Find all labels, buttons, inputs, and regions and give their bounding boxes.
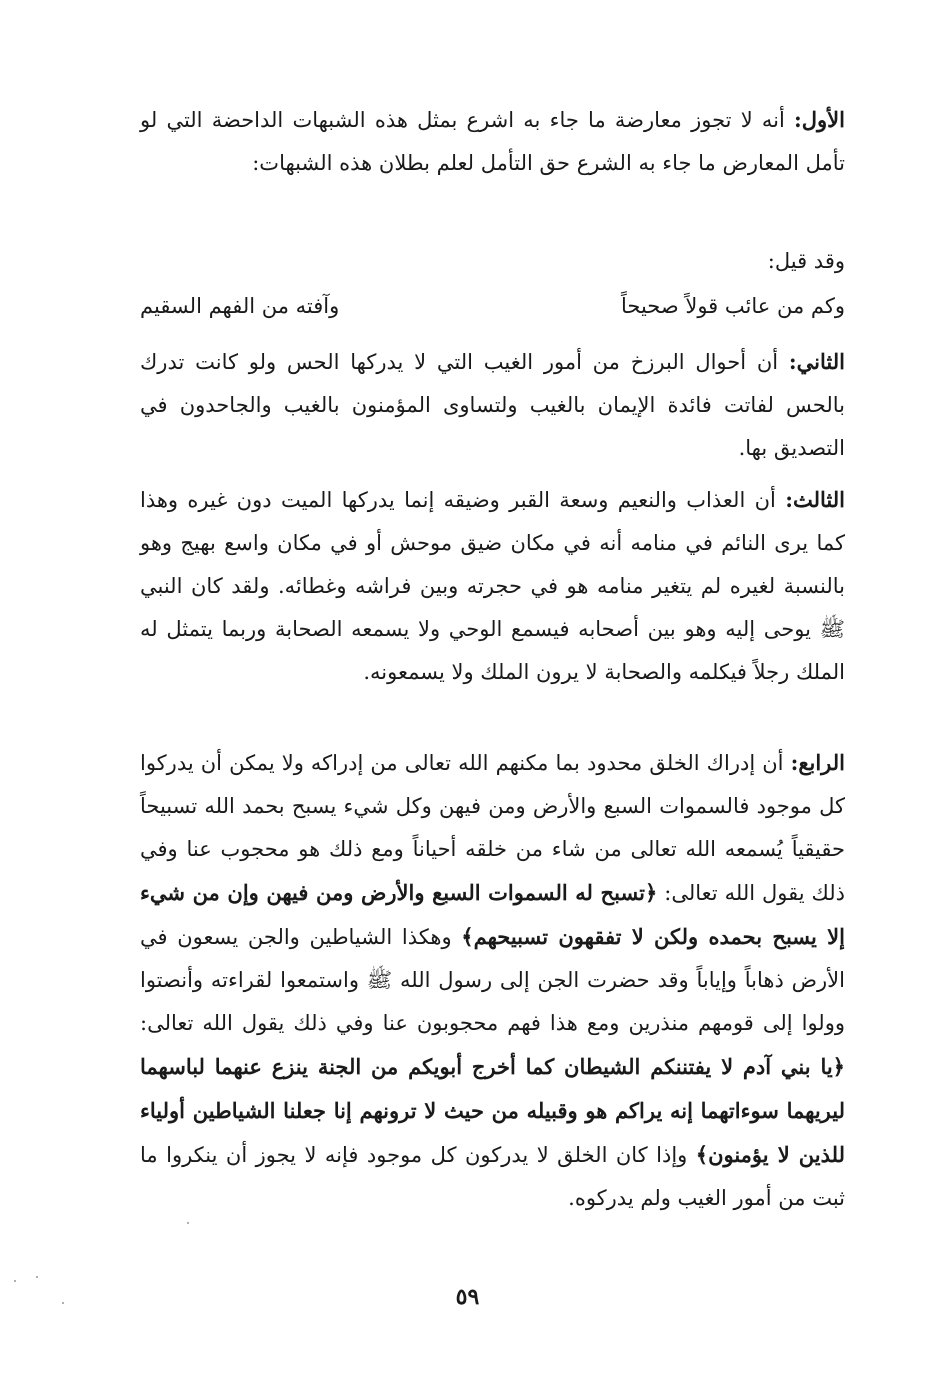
paragraph-lead: الرابع: (790, 750, 845, 775)
verse-intro: وقد قيل: (767, 249, 845, 273)
paragraph-lead: الأول: (794, 107, 845, 132)
paragraph-lead: الثالث: (785, 487, 845, 512)
poetry-verse (140, 285, 845, 328)
scan-speck (187, 1222, 189, 1224)
quran-quote: ﴿يا بني آدم لا يفتننكم الشيطان كما أخرج أبويكم من الجنة ينزع عنهما لباسهما ليريهما سوءاتهما إنه يراكم هو وقبيله من حيث لا ترونهم إنا جعلنا الشياطين أولياء للذين لا يؤمنون﴾ (140, 1054, 845, 1167)
paragraph-third (140, 478, 845, 694)
paragraph-lead: الثاني: (788, 349, 845, 374)
paragraph-text: أن العذاب والنعيم وسعة القبر وضيقه إنما يدركها الميت دون غيره وهذا كما يرى النائم في منامه أنه في مكان ضيق موحش أو في مكان واسع بهيج وهو بالنسبة لغيره لم يتغير منامه هو في حجرته وبين فراشه وغطائه. ولقد كان النبي ﷺ يوحى إليه وهو بين أصحابه فيسمع الوحي ولا يسمعه الصحابة وربما يتمثل له الملك رجلاً فيكلمه والصحابة لا يرون الملك ولا يسمعونه. (140, 488, 845, 684)
paragraph-text: وإذا كان الخلق لا يدركون كل موجود فإنه لا يجوز أن ينكروا ما ثبت من أمور الغيب ولم يدركوه. (140, 1143, 845, 1210)
paragraph-second (140, 340, 845, 470)
paragraph-first (140, 98, 845, 185)
paragraph-text: أنه لا تجوز معارضة ما جاء به اشرع بمثل هذه الشبهات الداحضة التي لو تأمل المعارض ما جاء به الشرع حق التأمل لعلم بطلان هذه الشبهات: (140, 108, 845, 175)
scan-speck (62, 1302, 64, 1304)
verse-first-hemistich: وكم من عائب قولاً صحيحاً (621, 294, 845, 318)
quran-quote: ﴿تسبح له السموات السبع والأرض ومن فيهن وإن من شيء إلا يسبح بحمده ولكن لا تفقهون تسبيحهم﴾ (140, 880, 845, 949)
paragraph-text: أن إدراك الخلق محدود بما مكنهم الله تعالى من إدراكه ولا يمكن أن يدركوا كل موجود فالسموات السبع والأرض ومن فيهن وكل شيء يسبح بحمد الله تسبيحاً حقيقياً يُسمعه الله تعالى من شاء من خلقه أحياناً ومع ذلك هو محجوب عنا وفي ذلك يقول الله تعالى: (140, 751, 845, 905)
page-number: ٥٩ (455, 1284, 480, 1310)
paragraph-fourth (140, 741, 845, 1220)
paragraph-text: أن أحوال البرزخ من أمور الغيب التي لا يدركها الحس ولو كانت تدرك بالحس لفاتت فائدة الإيمان بالغيب ولتساوى المؤمنون بالغيب والجاحدون في التصديق بها. (140, 350, 845, 460)
scan-speck (36, 1276, 38, 1278)
verse-second-hemistich: وآفته من الفهم السقيم (140, 294, 340, 318)
scan-speck (14, 1280, 16, 1282)
paragraph-text: وهكذا الشياطين والجن يسعون في الأرض ذهاباً وإياباً وقد حضرت الجن إلى رسول الله ﷺ واستمعوا لقراءته وأنصتوا وولوا إلى قومهم منذرين ومع هذا فهم محجوبون عنا وفي ذلك يقول الله تعالى: (140, 925, 845, 1035)
